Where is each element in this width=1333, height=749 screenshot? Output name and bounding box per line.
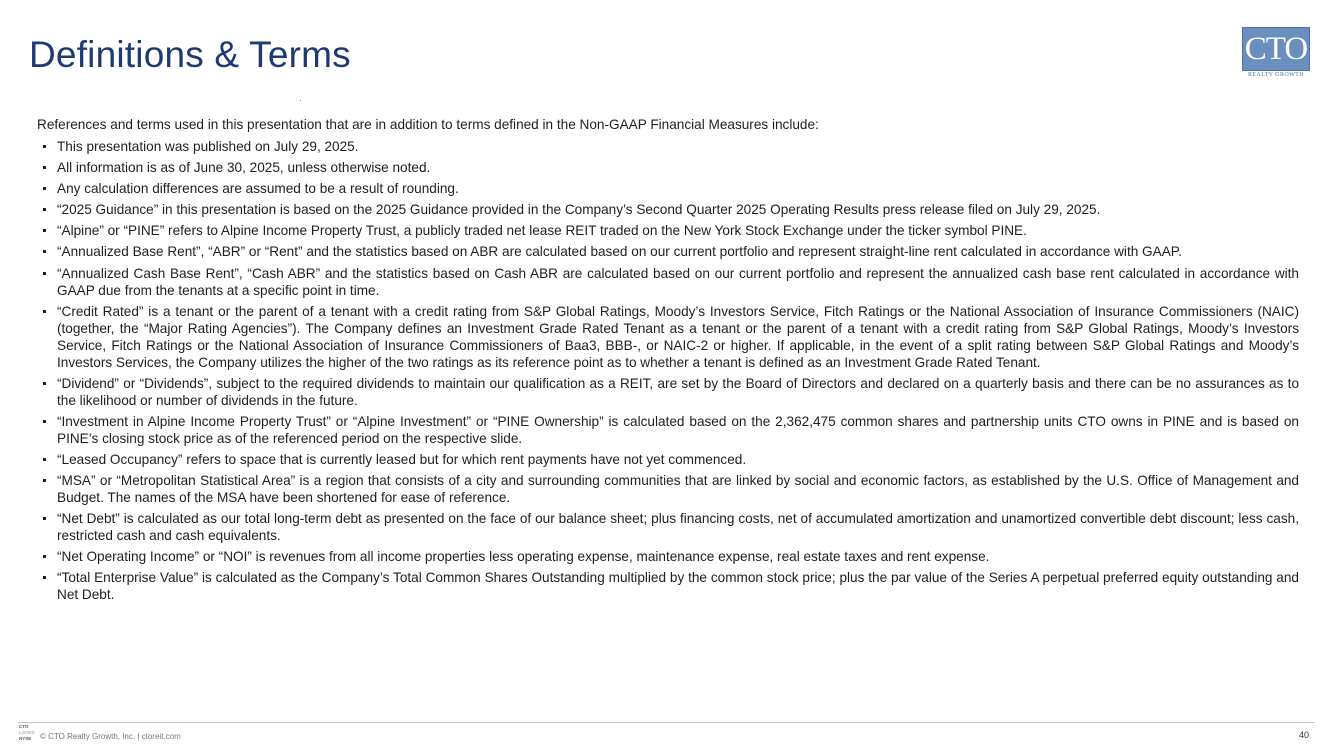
bullet-icon xyxy=(43,272,46,275)
list-item-text: “MSA” or “Metropolitan Statistical Area” is a region that consists of a city and surrounding communities that are linked by social and economic factors, as established by the U.S. Office of Management and Budget. The names of the MSA have been shortened for ease of reference. xyxy=(57,473,1299,506)
bullet-icon xyxy=(43,555,46,558)
list-item xyxy=(37,451,1299,468)
list-item xyxy=(37,303,1299,371)
footer-copyright: © CTO Realty Growth, Inc. | ctoreit.com xyxy=(40,732,181,741)
list-item-text: “Investment in Alpine Income Property Trust” or “Alpine Investment” or “PINE Ownership” is calculated based on the 2,362,475 common shares and partnership units CTO owns in PINE and is based on PINE’s closing stock price as of the referenced period on the respective slide. xyxy=(57,413,1299,446)
bullet-icon xyxy=(43,310,46,313)
bullet-icon xyxy=(43,208,46,211)
bullet-icon xyxy=(43,517,46,520)
bullet-icon xyxy=(43,187,46,190)
mark-top: CTO xyxy=(19,724,29,729)
bullet-icon xyxy=(43,479,46,482)
list-item xyxy=(37,222,1299,239)
list-item-text: “Leased Occupancy” refers to space that is currently leased but for which rent payments have not yet commenced. xyxy=(57,451,747,467)
cto-logo xyxy=(1242,27,1310,79)
list-item-text: “Alpine” or “PINE” refers to Alpine Income Property Trust, a publicly traded net lease REIT traded on the New York Stock Exchange under the ticker symbol PINE. xyxy=(57,223,1027,239)
list-item xyxy=(37,569,1299,603)
list-item-text: Any calculation differences are assumed to be a result of rounding. xyxy=(57,181,459,197)
list-item-text: This presentation was published on July 29, 2025. xyxy=(57,139,359,154)
bullet-icon xyxy=(43,576,46,579)
list-item-text: “Net Operating Income” or “NOI” is revenues from all income properties less operating expense, maintenance expense, real estate taxes and rent expense. xyxy=(57,549,990,565)
page-number: 40 xyxy=(1298,730,1309,740)
list-item xyxy=(37,375,1299,409)
list-item-text: “Annualized Cash Base Rent”, “Cash ABR” and the statistics based on Cash ABR are calculated based on our current portfolio and represent the annualized cash base rent calculated in accordance with GAAP due from the tenants at a specific point in time. xyxy=(57,265,1299,298)
mark-mid: LISTED xyxy=(19,730,35,735)
list-item xyxy=(37,472,1299,506)
bullet-icon xyxy=(43,229,46,232)
bullet-icon xyxy=(43,250,46,253)
bullet-icon xyxy=(43,458,46,461)
list-item-text: “Credit Rated” is a tenant or the parent of a tenant with a credit rating from S&P Global Ratings, Moody’s Investors Service, Fitch Ratings or the National Association of Insurance Commissioners (NAIC) (together, the “Major Rating Agencies”). The Company defines an Investment Grade Rated Tenant as a tenant or the parent of a tenant with a credit rating from S&P Global Ratings, Moody’s Investors Service, Fitch Ratings or the National Association of Insurance Commissioners of Baa3, BBB-, or NAIC-2 or higher. If applicable, in the event of a split rating between S&P Global Ratings and Moody’s Investors Services, the Company utilizes the higher of the two ratings as its reference point as to whether a tenant is defined as an Investment Grade Rated Tenant. xyxy=(57,303,1299,370)
list-item xyxy=(37,180,1299,197)
list-item-text: All information is as of June 30, 2025, unless otherwise noted. xyxy=(57,160,431,176)
list-item xyxy=(37,265,1299,299)
page-title: Definitions & Terms xyxy=(29,34,351,75)
stray-dot xyxy=(300,100,301,101)
bullet-icon xyxy=(43,420,46,423)
list-item xyxy=(37,138,1299,155)
list-item-text: “Annualized Base Rent”, “ABR” or “Rent” and the statistics based on ABR are calculated based on our current portfolio and represent straight-line rent calculated in accordance with GAAP. xyxy=(57,244,1182,260)
bullet-icon xyxy=(43,382,46,385)
definitions-body xyxy=(37,116,1299,607)
list-item-text: “Net Debt” is calculated as our total long-term debt as presented on the face of our balance sheet; plus financing costs, net of accumulated amortization and unamortized convertible debt discount; less cash, restricted cash and cash equivalents. xyxy=(57,511,1299,544)
list-item xyxy=(37,510,1299,544)
footer-divider xyxy=(18,722,1315,723)
terms-list xyxy=(37,138,1299,603)
intro-text: References and terms used in this presentation that are in addition to terms defined in the Non-GAAP Financial Measures include: xyxy=(37,117,819,132)
bullet-icon xyxy=(43,145,46,148)
logo-subtext: REALTY GROWTH xyxy=(1248,72,1304,78)
list-item xyxy=(37,243,1299,260)
bullet-icon xyxy=(43,166,46,169)
list-item xyxy=(37,548,1299,565)
nyse-listed-mark xyxy=(19,724,37,742)
mark-bottom: NYSE xyxy=(19,736,32,741)
logo-mark: CTO xyxy=(1242,27,1310,71)
list-item-text: “Dividend” or “Dividends”, subject to the required dividends to maintain our qualification as a REIT, are set by the Board of Directors and declared on a quarterly basis and there can be no assurances as to the likelihood or number of dividends in the future. xyxy=(57,375,1299,408)
list-item xyxy=(37,413,1299,447)
list-item-text: “Total Enterprise Value” is calculated as the Company’s Total Common Shares Outstanding multiplied by the common stock price; plus the par value of the Series A perpetual preferred equity outstanding and Net Debt. xyxy=(57,570,1299,603)
list-item xyxy=(37,201,1299,218)
list-item-text: “2025 Guidance” in this presentation is based on the 2025 Guidance provided in the Company’s Second Quarter 2025 Operating Results press release filed on July 29, 2025. xyxy=(57,202,1101,218)
list-item xyxy=(37,159,1299,176)
